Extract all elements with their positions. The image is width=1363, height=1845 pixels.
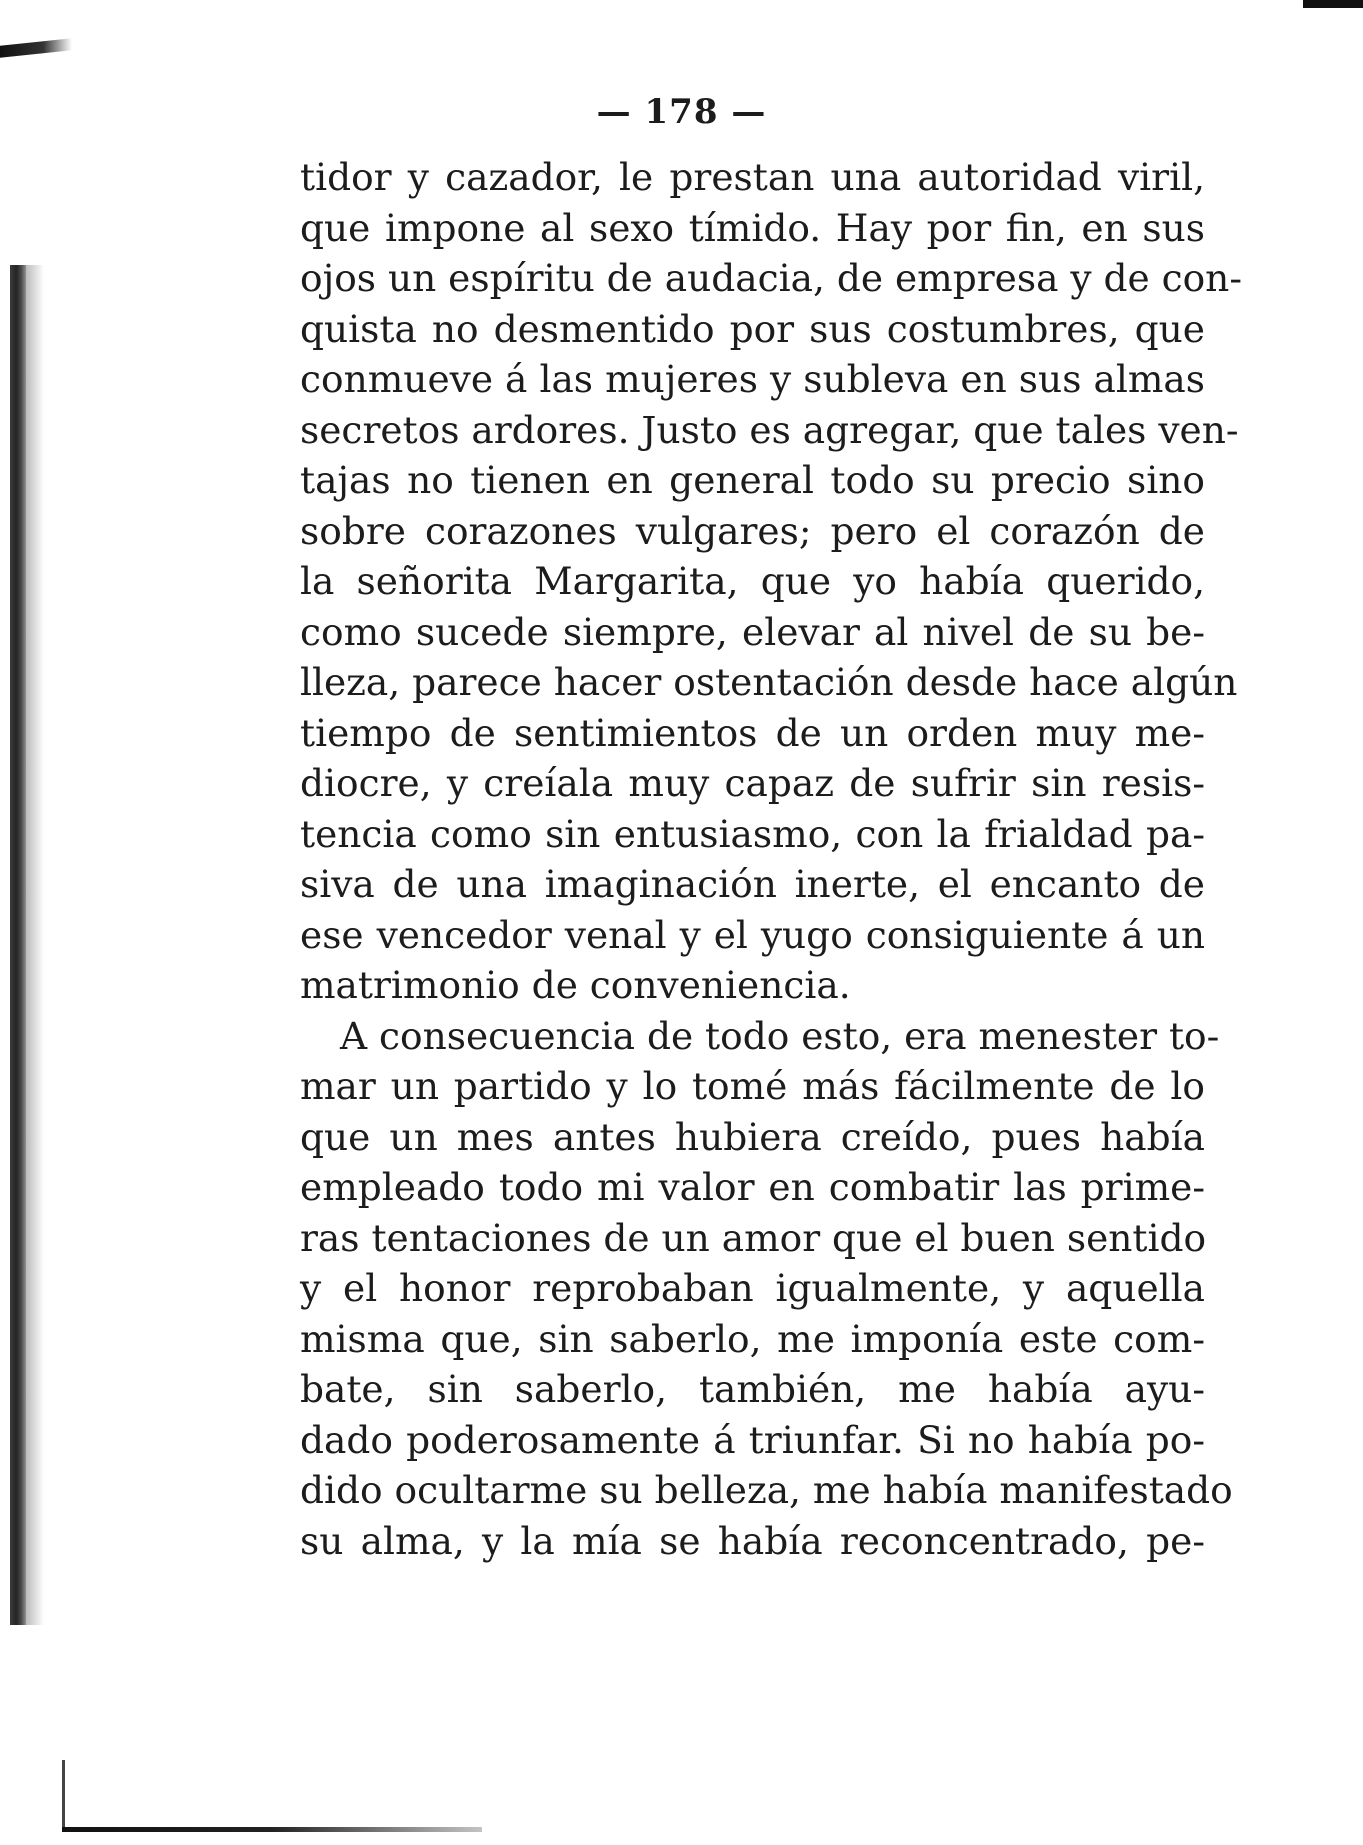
- paragraph-start-line: A consecuencia de todo esto, era menester to-: [340, 1013, 1220, 1058]
- text-line: que impone al sexo tímido. Hay por fin, en sus: [300, 205, 1205, 250]
- text-line: siva de una imaginación inerte, el encanto de: [300, 862, 1205, 906]
- text-line: ese vencedor venal y el yugo consiguiente á un: [300, 912, 1205, 957]
- text-line: dado poderosamente á triunfar. Si no había po-: [300, 1417, 1205, 1462]
- text-line: empleado todo mi valor en combatir las prime-: [300, 1165, 1205, 1209]
- text-line: diocre, y creíala muy capaz de sufrir sin resis-: [300, 761, 1205, 805]
- text-line: su alma, y la mía se había reconcentrado, pe-: [300, 1518, 1205, 1563]
- scan-artifact-bottom-line: [62, 1827, 482, 1832]
- scan-binding-shadow: [26, 265, 44, 1625]
- text-line: tencia como sin entusiasmo, con la frialdad pa-: [300, 811, 1205, 856]
- scan-artifact-top-right: [1303, 0, 1363, 8]
- text-line: bate, sin saberlo, también, me había ayu-: [300, 1367, 1205, 1411]
- text-line: quista no desmentido por sus costumbres, que: [300, 306, 1205, 351]
- scan-artifact-bottom-left: [62, 1760, 65, 1830]
- paragraph-end-line: matrimonio de conveniencia.: [300, 963, 851, 1007]
- text-line: como sucede siempre, elevar al nivel de su be-: [300, 609, 1205, 654]
- text-line: secretos ardores. Justo es agregar, que tales ven-: [300, 407, 1239, 452]
- text-line: tajas no tienen en general todo su precio sino: [300, 458, 1205, 502]
- text-line: lleza, parece hacer ostentación desde hace algún: [300, 660, 1238, 704]
- scan-artifact-top-left: [0, 38, 72, 58]
- text-line: tiempo de sentimientos de un orden muy me-: [300, 710, 1205, 755]
- text-line: y el honor reprobaban igualmente, y aquella: [300, 1266, 1205, 1310]
- text-line: la señorita Margarita, que yo había querido,: [300, 559, 1205, 603]
- body-text: [300, 152, 1242, 1566]
- text-line: mar un partido y lo tomé más fácilmente de lo: [300, 1064, 1205, 1108]
- text-line: misma que, sin saberlo, me imponía este com-: [300, 1316, 1205, 1361]
- text-line: sobre corazones vulgares; pero el corazón de: [300, 508, 1205, 553]
- text-line: tidor y cazador, le prestan una autoridad viril,: [300, 155, 1205, 199]
- text-line: ras tentaciones de un amor que el buen sentido: [300, 1215, 1207, 1260]
- text-line: ojos un espíritu de audacia, de empresa y de con-: [300, 256, 1242, 300]
- text-line: conmueve á las mujeres y subleva en sus almas: [300, 357, 1205, 401]
- text-line: dido ocultarme su belleza, me había manifestado: [300, 1468, 1233, 1512]
- scan-binding-edge: [10, 265, 26, 1625]
- page-number: — 178 —: [596, 92, 767, 132]
- text-line: que un mes antes hubiera creído, pues había: [300, 1114, 1205, 1159]
